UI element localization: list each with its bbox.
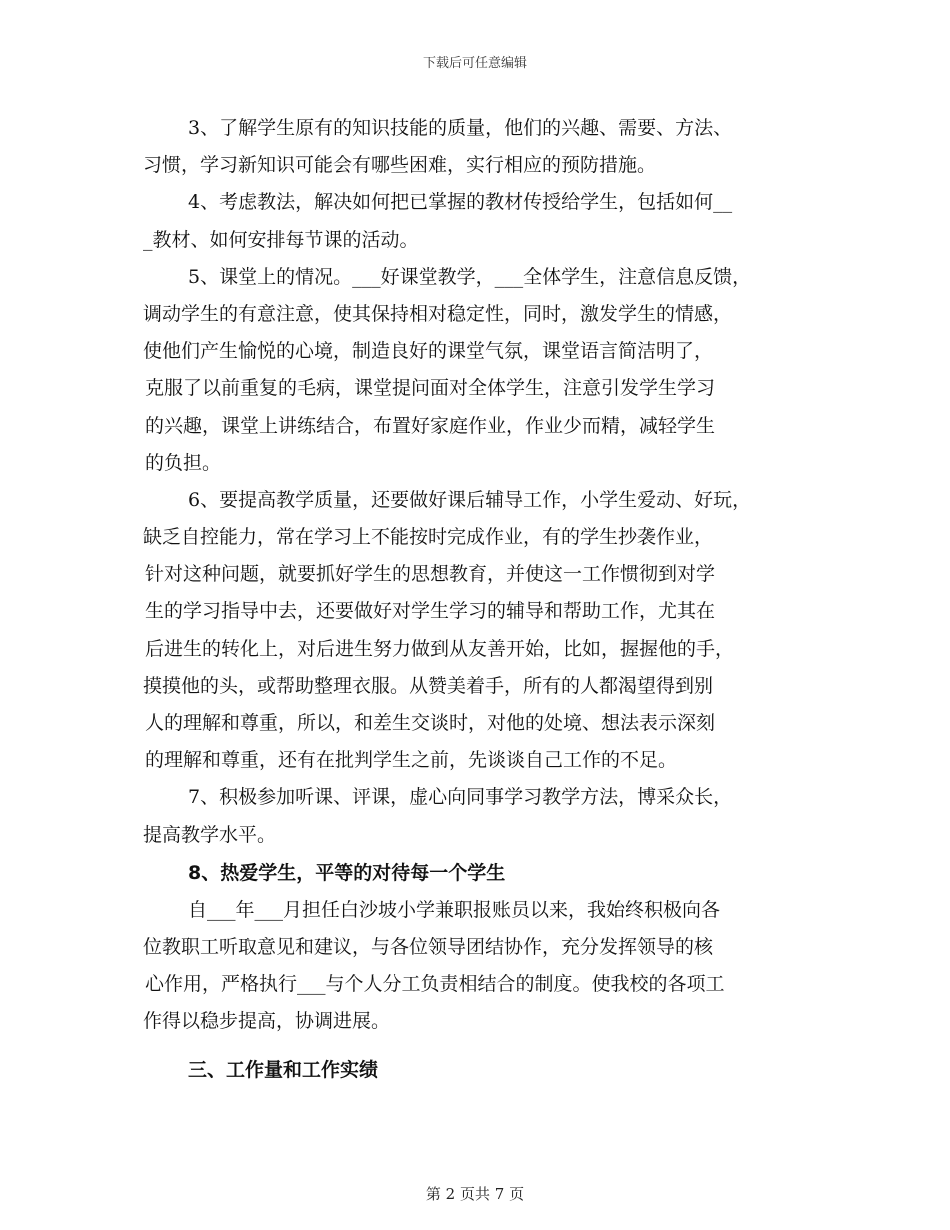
paragraph-line: 6、要提高教学质量，还要做好课后辅导工作，小学生爱动、好玩，: [188, 488, 752, 511]
paragraph-line: 习惯，学习新知识可能会有哪些困难，实行相应的预防措施。: [143, 154, 657, 177]
page-header: 下载后可任意编辑: [422, 56, 527, 71]
paragraph-line: 的理解和尊重，还有在批判学生之前，先谈谈自己工作的不足。: [145, 749, 678, 772]
paragraph-line: 生的学习指导中去，还要做好对学生学习的辅导和帮助工作，尤其在: [145, 600, 716, 623]
paragraph-line: 使他们产生愉悦的心境，制造良好的课堂气氛，课堂语言简洁明了，: [143, 340, 714, 363]
section-heading: 8、热爱学生，平等的对待每一个学生: [188, 861, 506, 884]
paragraph-line: 克服了以前重复的毛病，课堂提问面对全体学生，注意引发学生学习: [145, 377, 716, 400]
paragraph-line: 提高教学水平。: [143, 823, 277, 846]
paragraph-line: 的负担。: [145, 451, 222, 474]
paragraph-line: 位教职工听取意见和建议，与各位领导团结协作，充分发挥领导的核: [143, 935, 714, 958]
paragraph-line: 缺乏自控能力，常在学习上不能按时完成作业，有的学生抄袭作业，: [143, 526, 714, 549]
paragraph-line: 自___年___月担任白沙坡小学兼职报账员以来，我始终积极向各: [188, 898, 721, 921]
paragraph-line: 5、课堂上的情况。___好课堂教学，___全体学生，注意信息反馈，: [188, 265, 752, 288]
paragraph-line: 人的理解和尊重，所以，和差生交谈时，对他的处境、想法表示深刻: [145, 712, 716, 734]
paragraph-line: 针对这种问题，就要抓好学生的思想教育，并使这一工作惯彻到对学: [145, 563, 716, 586]
paragraph-line: 3、了解学生原有的知识技能的质量，他们的兴趣、需要、方法、: [188, 117, 733, 139]
paragraph-line: 4、考虑教法，解决如何把已掌握的教材传授给学生，包括如何__: [188, 191, 733, 214]
paragraph-line: 7、积极参加听课、评课，虚心向同事学习教学方法，博采众长，: [188, 786, 733, 809]
paragraph-line: 的兴趣，课堂上讲练结合，布置好家庭作业，作业少而精，减轻学生: [145, 414, 716, 437]
paragraph-line: 作得以稳步提高，协调进展。: [143, 1010, 391, 1033]
paragraph-line: _教材、如何安排每节课的活动。: [143, 228, 419, 251]
paragraph-line: 后进生的转化上，对后进生努力做到从友善开始，比如，握握他的手，: [145, 637, 735, 660]
section-heading: 三、工作量和工作实绩: [188, 1058, 379, 1081]
page-footer: 第 2 页共 7 页: [425, 1185, 525, 1203]
document-body: [143, 110, 815, 1089]
paragraph-line: 调动学生的有意注意，使其保持相对稳定性，同时，激发学生的情感，: [143, 302, 733, 325]
paragraph-line: 心作用，严格执行___与个人分工负责相结合的制度。使我校的各项工: [145, 973, 725, 996]
paragraph-line: 摸摸他的头，或帮助整理衣服。从赞美着手，所有的人都渴望得到别: [143, 674, 714, 697]
